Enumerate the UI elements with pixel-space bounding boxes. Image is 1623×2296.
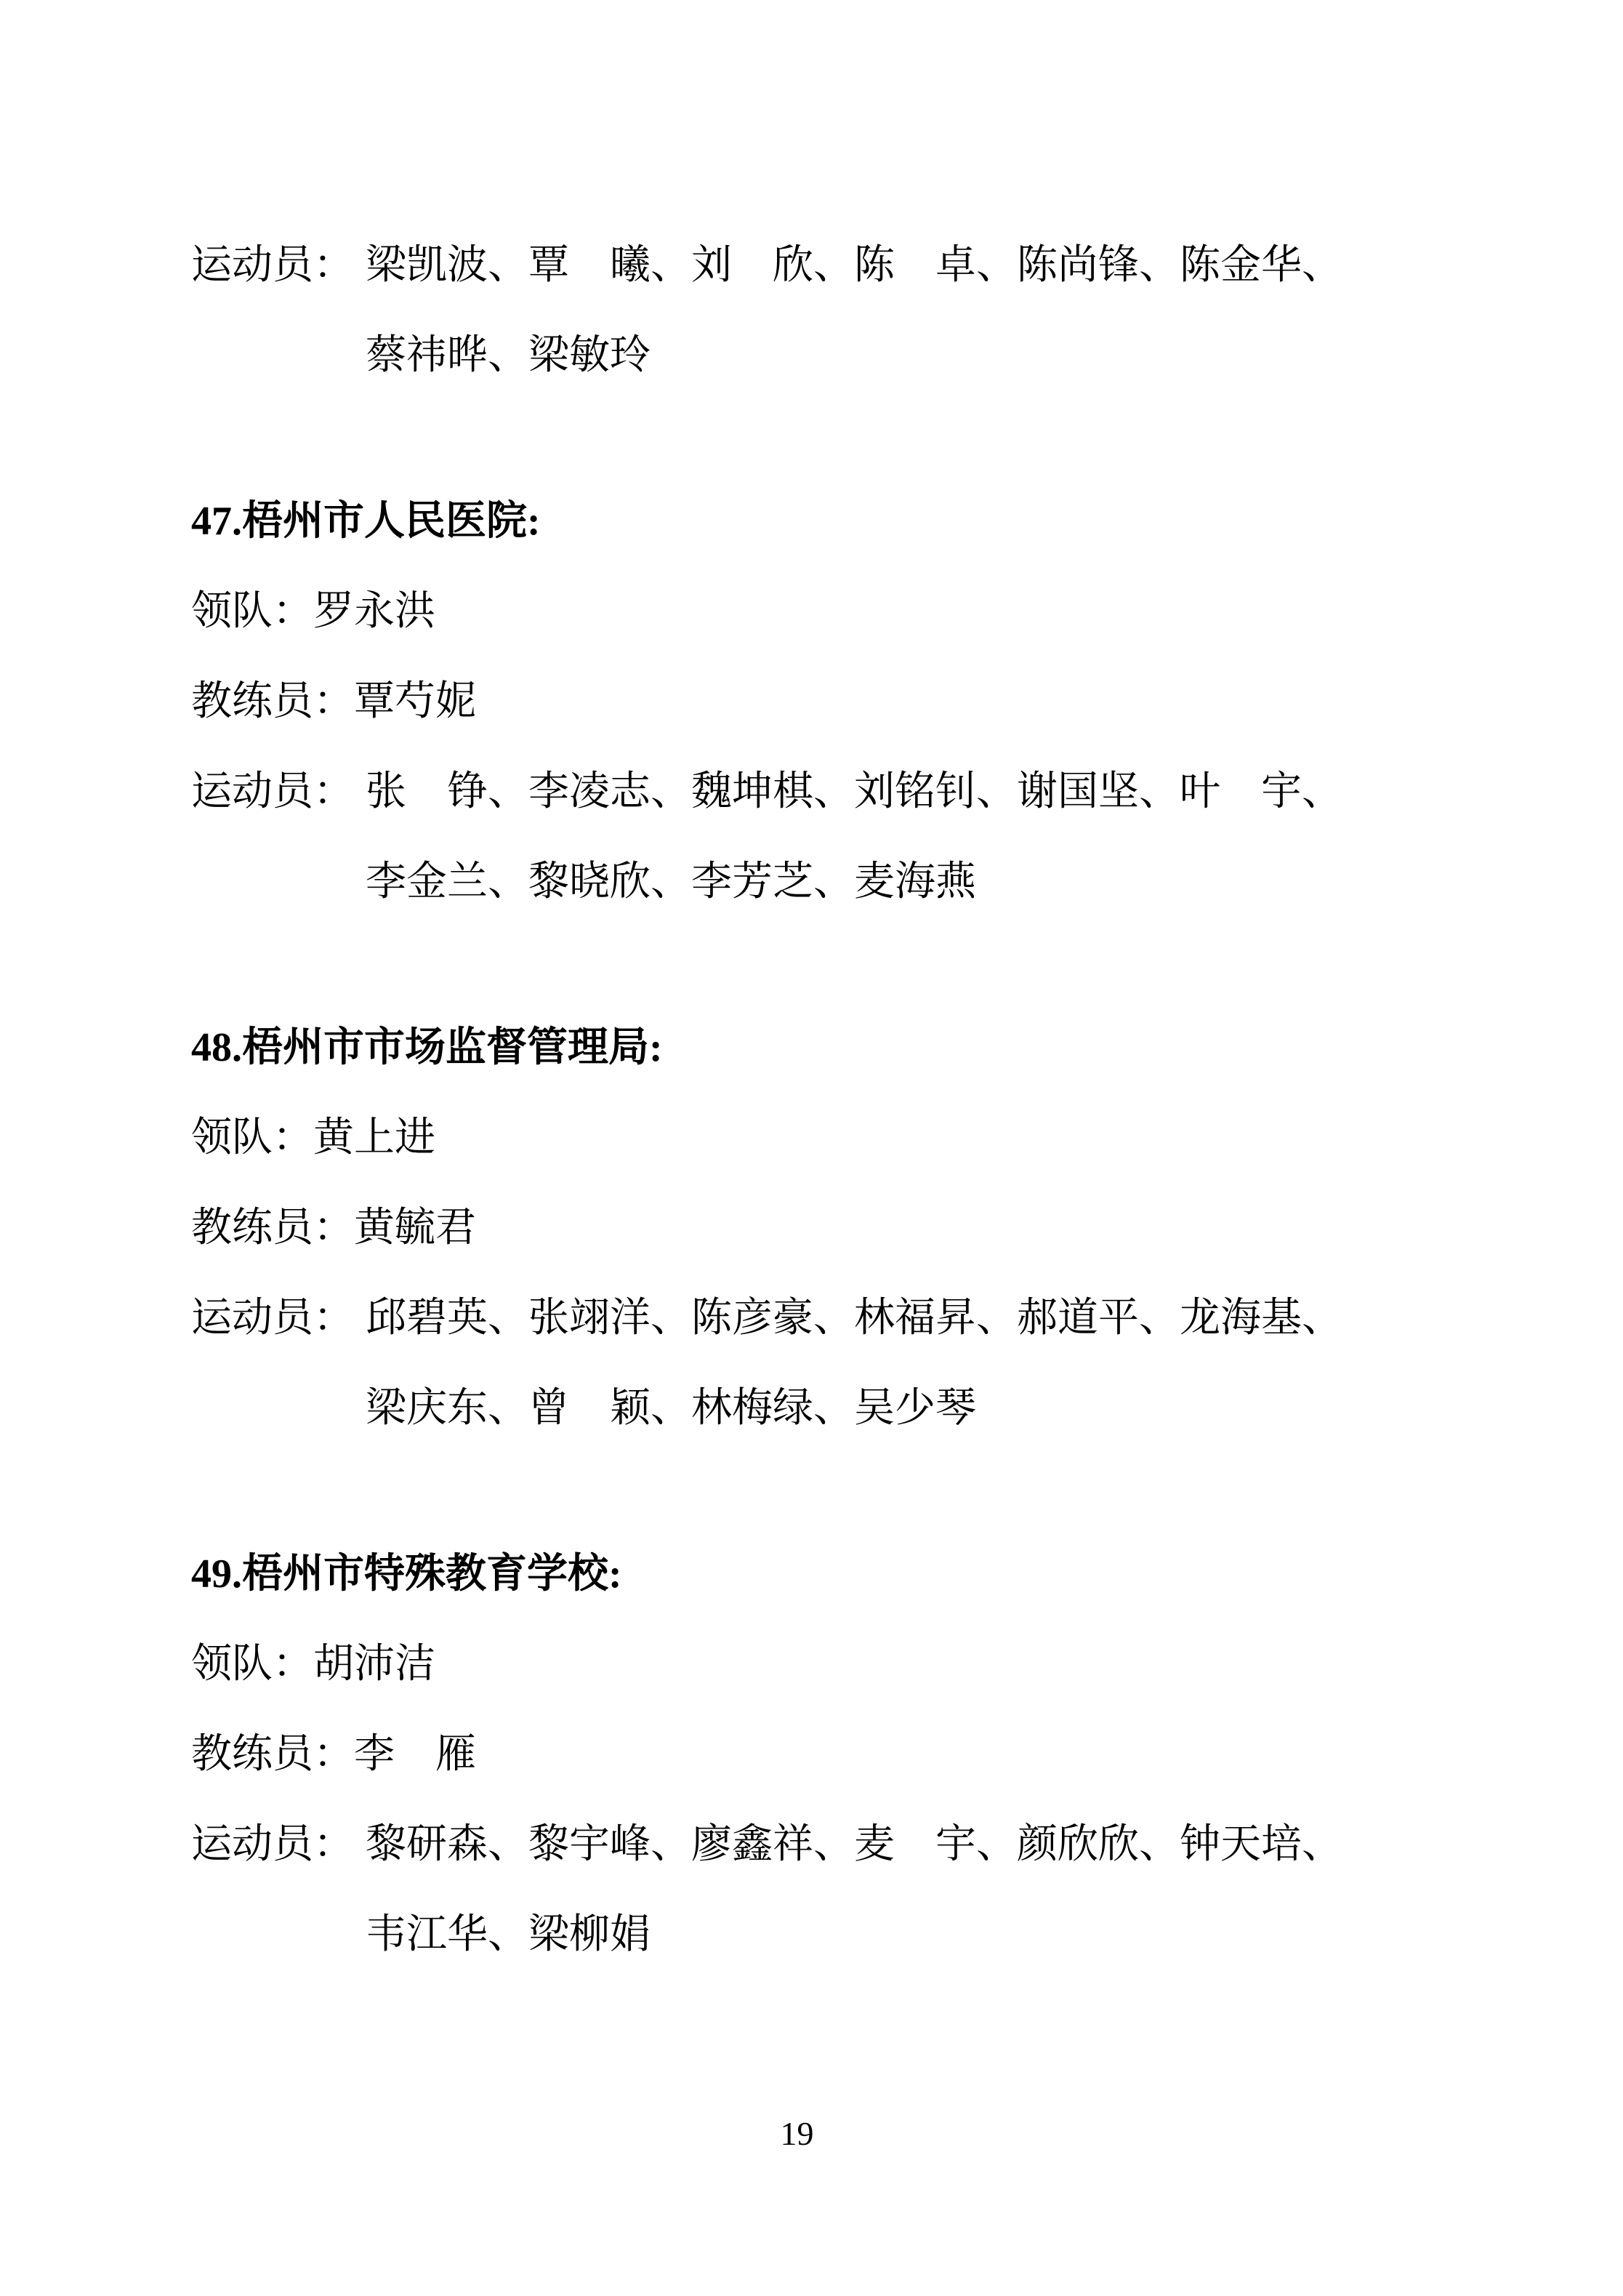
- team-49-athletes-line-2: [191, 1890, 1438, 1980]
- page-number: 19: [780, 2115, 814, 2152]
- leader-name: 胡沛洁: [313, 1642, 435, 1687]
- leader-label: 领队：: [191, 1115, 313, 1160]
- page-content: [191, 220, 1438, 1980]
- athletes-names: 梁凯波、覃 曦、刘 欣、陈 卓、陈尚锋、陈金华、: [366, 243, 1342, 288]
- team-49-heading: 49.梧州市特殊教育学校:: [191, 1552, 622, 1597]
- athletes-names: 梁庆东、曾 颖、林梅绿、吴少琴: [366, 1386, 976, 1431]
- athletes-names: 李金兰、黎晓欣、李芳芝、麦海燕: [366, 859, 976, 904]
- continuation-athletes-line-2: [191, 310, 1438, 401]
- coach-label: 教练员：: [191, 1205, 354, 1251]
- team-49-leader-row: [191, 1619, 1438, 1709]
- athletes-names: 黎研森、黎宇峰、廖鑫祥、麦 宇、颜欣欣、钟天培、: [366, 1822, 1342, 1867]
- team-48-athletes-line-1: [191, 1273, 1438, 1363]
- athletes-label: 运动员：: [191, 1822, 354, 1867]
- athletes-label: 运动员：: [191, 769, 354, 814]
- coach-name: 黄毓君: [354, 1205, 476, 1251]
- team-48-leader-row: [191, 1093, 1438, 1183]
- team-47-heading: 47.梧州市人民医院:: [191, 499, 541, 544]
- team-48-athletes-line-2: [191, 1363, 1438, 1453]
- leader-label: 领队：: [191, 589, 313, 634]
- athletes-names: 韦江华、梁柳娟: [366, 1912, 651, 1957]
- leader-name: 黄上进: [313, 1115, 435, 1160]
- coach-label: 教练员：: [191, 679, 354, 724]
- team-47-leader-row: [191, 566, 1438, 657]
- team-48-heading: 48.梧州市市场监督管理局:: [191, 1025, 663, 1070]
- team-47-athletes-line-1: [191, 747, 1438, 837]
- team-48-coach-row: [191, 1183, 1438, 1273]
- coach-name: 覃芍妮: [354, 679, 476, 724]
- team-47-coach-row: [191, 657, 1438, 747]
- team-49-athletes-line-1: [191, 1799, 1438, 1890]
- athletes-label: 运动员：: [191, 243, 354, 288]
- athletes-names: 蔡祎晔、梁敏玲: [366, 333, 651, 378]
- athletes-label: 运动员：: [191, 1296, 354, 1341]
- leader-name: 罗永洪: [313, 589, 435, 634]
- coach-name: 李 雁: [354, 1732, 476, 1777]
- team-49-coach-row: [191, 1709, 1438, 1799]
- team-47-athletes-line-2: [191, 837, 1438, 927]
- continuation-athletes-line-1: [191, 220, 1438, 310]
- leader-label: 领队：: [191, 1642, 313, 1687]
- athletes-names: 邱碧英、张翊洋、陈彦豪、林福昇、郝道平、龙海基、: [366, 1296, 1342, 1341]
- athletes-names: 张 铮、李凌志、魏坤棋、刘铭钊、谢国坚、叶 宇、: [366, 769, 1342, 814]
- coach-label: 教练员：: [191, 1732, 354, 1777]
